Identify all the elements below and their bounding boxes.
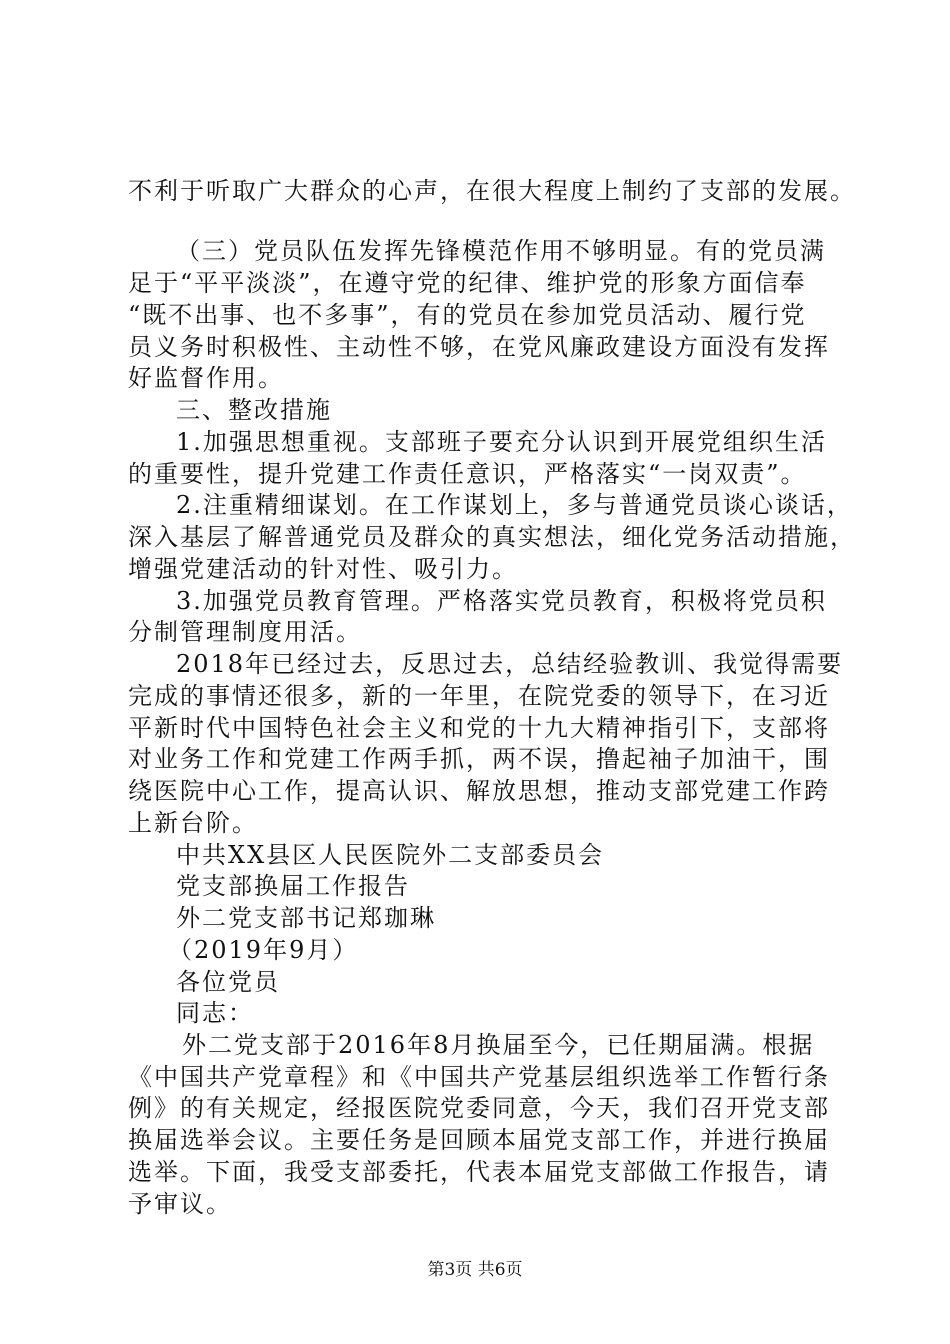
paragraph-line: 选举。下面，我受支部委托，代表本届党支部做工作报告，请 [128,1158,830,1186]
paragraph-line: 增强党建活动的针对性、吸引力。 [128,555,518,583]
paragraph-line: 2018年已经过去，反思过去，总结经验教训、我觉得需要 [176,650,844,678]
paragraph-line: 例》的有关规定，经报医院党委同意，今天，我们召开党支部 [128,1094,830,1122]
paragraph-line: 2.注重精细谋划。在工作谋划上，多与普通党员谈心谈话， [176,491,853,519]
paragraph-line: 平新时代中国特色社会主义和党的十九大精神指引下，支部将 [128,714,830,742]
paragraph-line: 分制管理制度用活。 [128,618,362,646]
section-heading: 三、整改措施 [176,396,332,424]
salutation: 各位党员 [176,968,280,996]
organization-name: 中共XX县区人民医院外二支部委员会 [176,841,605,869]
paragraph-line: 足于“平平淡淡”，在遵守党的纪律、维护党的形象方面信奉 [128,269,807,297]
paragraph-line: 绕医院中心工作，提高认识、解放思想，推动支部党建工作跨 [128,777,830,805]
paragraph-line: 3.加强党员教育管理。严格落实党员教育，积极将党员积 [176,587,827,615]
paragraph-line: 好监督作用。 [128,364,284,392]
paragraph-line: 换届选举会议。主要任务是回顾本届党支部工作，并进行换届 [128,1126,830,1154]
report-title: 党支部换届工作报告 [176,872,410,900]
paragraph-line: 不利于听取广大群众的心声，在很大程度上制约了支部的发展。 [128,177,856,205]
paragraph-line: 员义务时积极性、主动性不够，在党风廉政建设方面没有发挥 [128,333,830,361]
paragraph-line: 上新台阶。 [128,809,258,837]
page-number: 第3页 共6页 [427,1260,523,1280]
paragraph-line: 对业务工作和党建工作两手抓，两不误，撸起袖子加油干，围 [128,745,830,773]
paragraph-line: 予审议。 [128,1190,232,1218]
paragraph-line: 《中国共产党章程》和《中国共产党基层组织选举工作暂行条 [128,1063,830,1091]
paragraph-line: 深入基层了解普通党员及群众的真实想法，细化党务活动措施， [128,523,856,551]
paragraph-line: （三）党员队伍发挥先锋模范作用不够明显。有的党员满 [176,237,826,265]
report-author: 外二党支部书记郑珈琳 [176,904,436,932]
report-date: （2019年9月） [168,936,359,964]
paragraph-line: 1.加强思想重视。支部班子要充分认识到开展党组织生活 [176,428,827,456]
paragraph-line: 的重要性，提升党建工作责任意识，严格落实“一岗双责”。 [128,460,807,488]
salutation: 同志： [176,999,254,1027]
paragraph-line: 完成的事情还很多，新的一年里，在院党委的领导下，在习近 [128,682,830,710]
paragraph-line: 外二党支部于2016年8月换届至今，已任期届满。根据 [182,1031,815,1059]
paragraph-line: “既不出事、也不多事”，有的党员在参加党员活动、履行党 [128,301,807,329]
